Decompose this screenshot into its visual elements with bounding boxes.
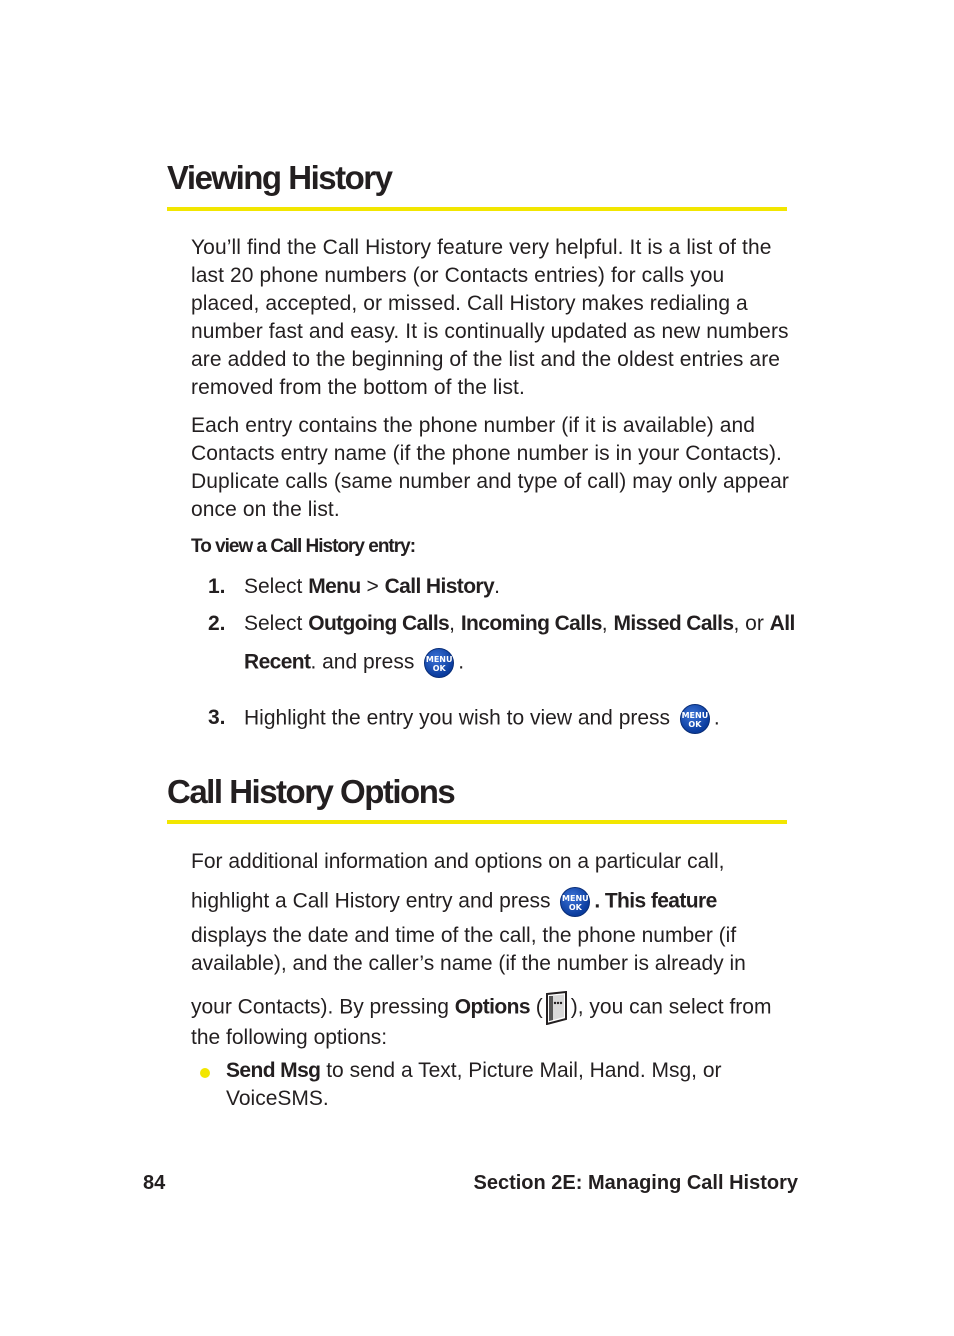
step-text: Select Menu > Call History. [244, 575, 500, 598]
step-number: 2. [208, 612, 226, 635]
menu-ok-key-icon: MENU OK [424, 648, 454, 678]
bullet-dot-icon [200, 1068, 210, 1078]
step-number: 1. [208, 575, 226, 598]
step-number: 3. [208, 706, 226, 729]
paragraph-entry-contents: Each entry contains the phone number (if it is available) and Contacts entry name (if the phone number is in your Contacts). Duplicate calls (same number and type of call) may only appear once on the list. [191, 414, 789, 521]
paragraph-intro: You’ll find the Call History feature very helpful. It is a list of the last 20 phone numbers (or Contacts entries) for calls you placed, accepted, or missed. Call History makes redialing a number fast and easy. It is continually updated as new numbers are added to the beginning of the list and the oldest entries are removed from the bottom of the list. [191, 236, 789, 399]
footer-section-label: Section 2E: Managing Call History [473, 1172, 798, 1194]
menu-ok-key-icon: MENU OK [560, 887, 590, 917]
step-text: Recent. and press MENU OK . [244, 648, 784, 678]
menu-ok-key-icon: MENU OK [680, 704, 710, 734]
section-title-call-history-options: Call History Options [167, 773, 455, 810]
subheading-view-entry: To view a Call History entry: [191, 536, 416, 557]
step-text: Select Outgoing Calls, Incoming Calls, Missed Calls, or All [244, 612, 795, 635]
section-rule [167, 207, 787, 211]
page-number: 84 [143, 1172, 166, 1194]
section-title-viewing-history: Viewing History [167, 159, 392, 196]
section-rule [167, 820, 787, 824]
options-softkey-icon [544, 991, 570, 1025]
step-text: Highlight the entry you wish to view and press MENU OK . [244, 704, 784, 734]
